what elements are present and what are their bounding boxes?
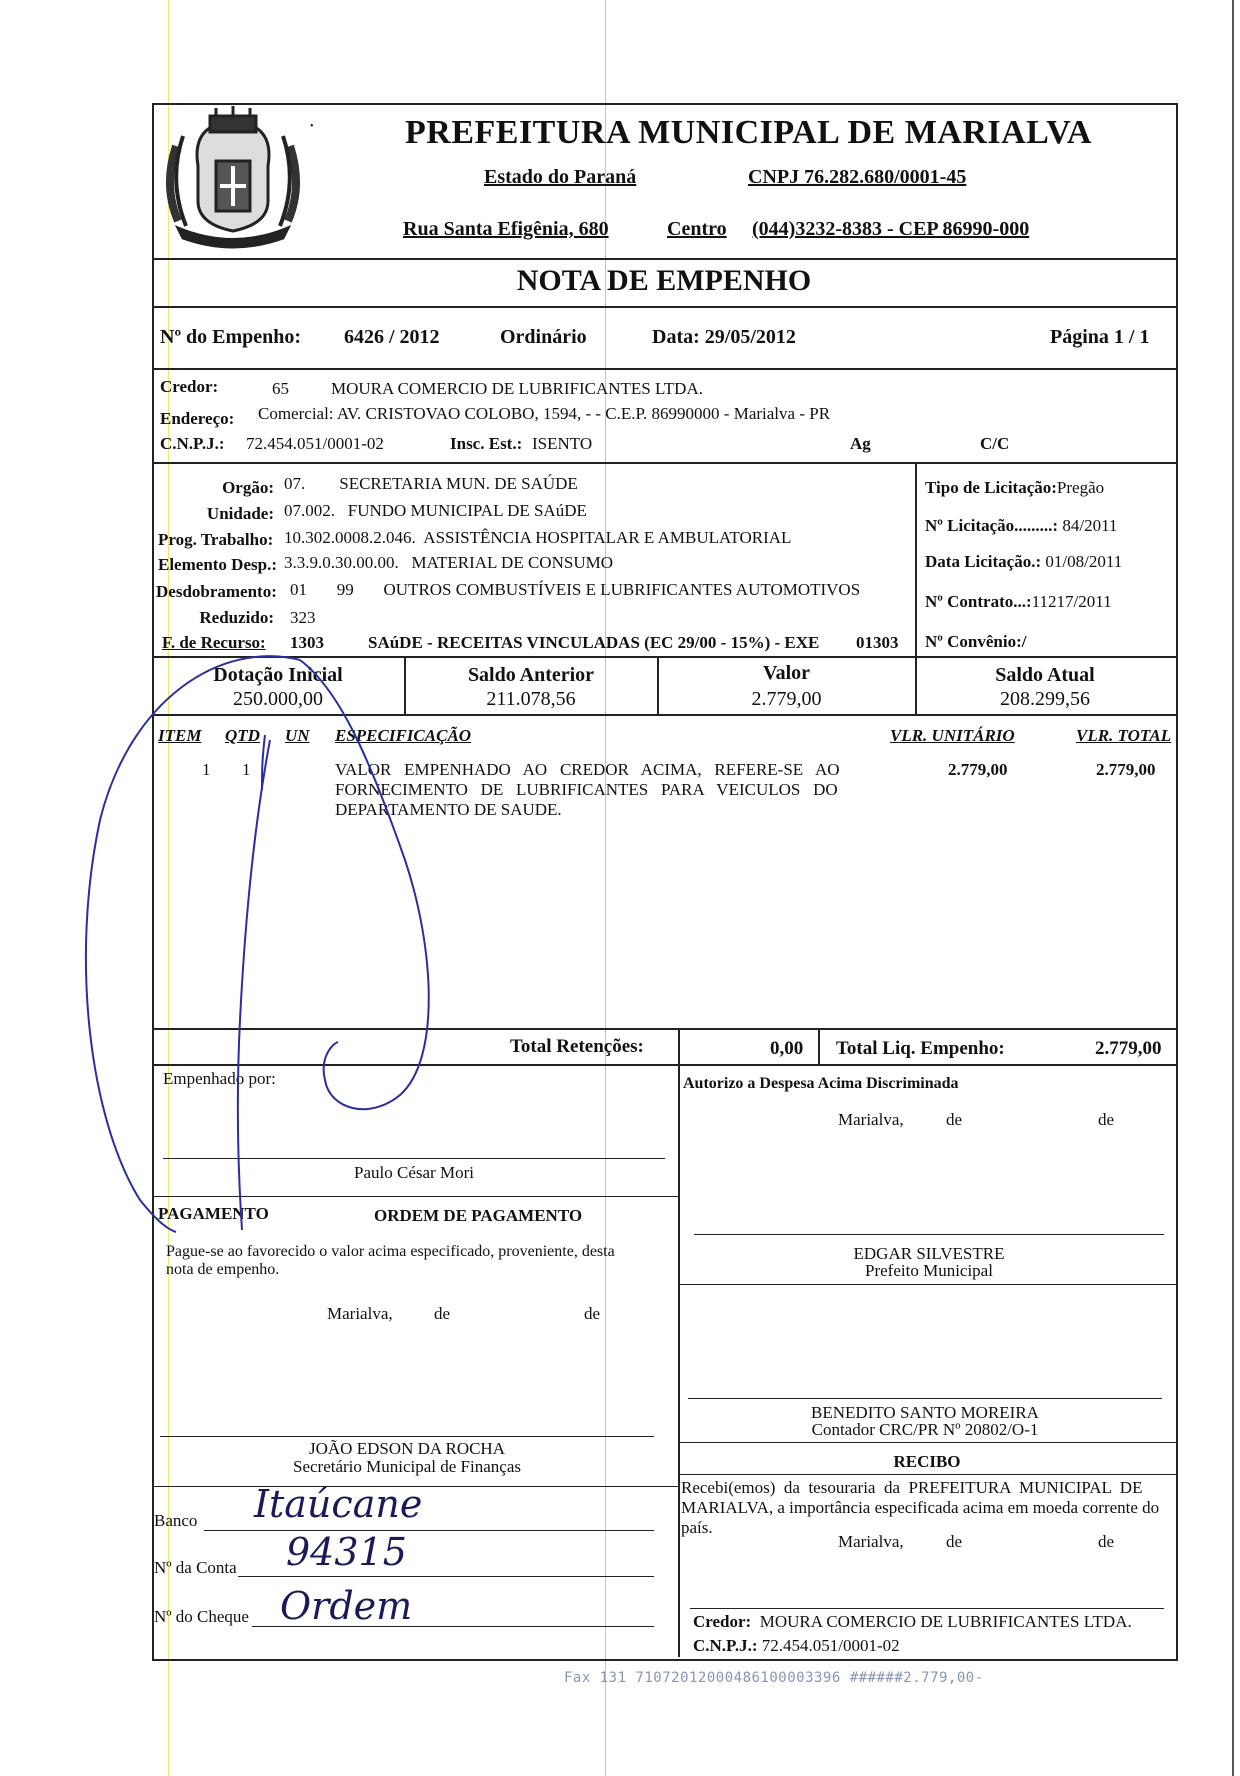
data-licitacao-label: Data Licitação.: — [925, 552, 1042, 571]
insc-label: Insc. Est.: — [450, 434, 523, 453]
credor-cnpj: 72.454.051/0001-02 — [246, 434, 384, 453]
banco-label: Banco — [154, 1511, 198, 1530]
divider — [152, 1196, 678, 1197]
reduzido-value: 323 — [290, 608, 316, 627]
row-spec-line3: DEPARTAMENTO DE SAUDE. — [335, 800, 562, 819]
prefeito-role: Prefeito Municipal — [865, 1261, 993, 1280]
autorizo-label: Autorizo a Despesa Acima Discriminada — [683, 1075, 959, 1092]
tipo-licitacao: Pregão — [1056, 478, 1105, 497]
divider — [152, 462, 1176, 464]
row-qtd: 1 — [242, 760, 251, 779]
row-unit-value: 2.779,00 — [948, 760, 1008, 779]
pagamento-de2: de — [584, 1304, 601, 1323]
desdob-value: 01 99 OUTROS COMBUSTÍVEIS E LUBRIFICANTES AUTOMOTIVOS — [290, 580, 861, 599]
col-item-header: ITEM — [158, 726, 202, 745]
conta-label: Nº da Conta — [154, 1558, 237, 1577]
divider — [818, 1028, 820, 1064]
saldo-atual-value: 208.299,56 — [1000, 688, 1090, 710]
elemento-label: Elemento Desp.: — [158, 555, 277, 574]
empenho-number-label: Nº do Empenho: — [160, 326, 302, 348]
divider — [678, 1474, 1176, 1475]
col-un-header: UN — [285, 726, 310, 745]
valor-value: 2.779,00 — [751, 688, 822, 710]
col-spec-header: ESPECIFICAÇÃO — [335, 726, 472, 745]
pagamento-de1: de — [434, 1304, 451, 1323]
saldo-anterior-value: 211.078,56 — [486, 688, 576, 710]
reduzido-label: Reduzido: — [199, 608, 274, 627]
credor-code: 65 — [272, 379, 289, 398]
num-licitacao: 84/2011 — [1062, 516, 1118, 535]
prog-value: 10.302.0008.2.046. ASSISTÊNCIA HOSPITALAR E AMBULATORIAL — [284, 528, 792, 547]
header-address: Rua Santa Efigênia, 680 — [403, 218, 609, 240]
autorizo-city: Marialva, — [838, 1110, 904, 1129]
insc-value: ISENTO — [532, 434, 593, 453]
banco-handwritten: Itaúcane — [254, 1482, 423, 1526]
header-state: Estado do Paraná — [484, 166, 637, 188]
retencoes-label: Total Retenções: — [510, 1036, 644, 1057]
orgao-value: 07. SECRETARIA MUN. DE SAÚDE — [284, 474, 578, 493]
num-licitacao-label: Nº Licitação.........: — [925, 516, 1059, 535]
divider — [678, 1028, 680, 1064]
divider — [152, 258, 1176, 260]
cheque-label: Nº do Cheque — [154, 1607, 249, 1626]
secretario-role: Secretário Municipal de Finanças — [292, 1457, 521, 1476]
row-item: 1 — [202, 760, 211, 779]
divider — [152, 1064, 1176, 1066]
prog-label: Prog. Trabalho: — [158, 530, 274, 549]
elemento-value: 3.3.9.0.30.00.00. MATERIAL DE CONSUMO — [284, 553, 613, 572]
empenhado-label: Empenhado por: — [163, 1069, 276, 1088]
divider — [678, 1064, 680, 1657]
signature-line — [690, 1608, 1164, 1609]
desdob-label: Desdobramento: — [156, 582, 277, 601]
contrato: 11217/2011 — [1031, 592, 1112, 611]
recurso-desc: SAúDE - RECEITAS VINCULADAS (EC 29/00 - 15%) - EXE — [368, 633, 820, 652]
tipo-licitacao-label: Tipo de Licitação: — [925, 478, 1057, 497]
credor-name: MOURA COMERCIO DE LUBRIFICANTES LTDA. — [331, 379, 703, 398]
saldo-atual-label: Saldo Atual — [995, 664, 1095, 686]
contador-name: BENEDITO SANTO MOREIRA — [811, 1403, 1039, 1422]
divider — [152, 656, 1176, 658]
recibo-cnpj-label: C.N.P.J.: — [693, 1636, 758, 1655]
dotacao-label: Dotação Inicial — [213, 664, 343, 686]
footer-print-code: Fax 131 71072012000486100003396 ######2.779,00- — [564, 1670, 984, 1686]
empenho-page: Página 1 / 1 — [1050, 326, 1150, 348]
pagamento-label: PAGAMENTO — [158, 1204, 269, 1223]
conta-line — [238, 1576, 654, 1577]
valor-label: Valor — [762, 662, 811, 684]
autorizo-de1: de — [946, 1110, 963, 1129]
credor-address: Comercial: AV. CRISTOVAO COLOBO, 1594, - - C.E.P. 86990000 - Marialva - PR — [258, 404, 831, 423]
retencoes-value: 0,00 — [770, 1038, 804, 1059]
conta-handwritten: 94315 — [286, 1530, 407, 1574]
pagamento-city: Marialva, — [327, 1304, 393, 1323]
saldo-anterior-label: Saldo Anterior — [467, 664, 595, 686]
empenho-number: 6426 / 2012 — [344, 326, 440, 348]
recibo-credor-label: Credor: — [693, 1612, 752, 1631]
col-total-header: VLR. TOTAL — [1076, 726, 1172, 745]
secretario-name: JOÃO EDSON DA ROCHA — [309, 1439, 505, 1458]
pagamento-text-line1: Pague-se ao favorecido o valor acima especificado, proveniente, desta — [166, 1243, 615, 1260]
row-total-value: 2.779,00 — [1096, 760, 1156, 779]
recibo-text-line1: Recebi(emos) da tesouraria da PREFEITURA MUNICIPAL DE — [681, 1478, 1143, 1497]
credor-label: Credor: — [160, 377, 219, 396]
header-phone-cep: (044)3232-8383 - CEP 86990-000 — [752, 218, 1030, 240]
row-spec-line2: FORNECIMENTO DE LUBRIFICANTES PARA VEICULOS DO — [335, 780, 838, 799]
signature-line — [688, 1398, 1162, 1399]
signature-line — [694, 1234, 1164, 1235]
signature-line — [160, 1436, 654, 1437]
cheque-handwritten: Ordem — [280, 1584, 413, 1628]
header-district: Centro — [667, 218, 727, 240]
divider — [678, 1284, 1176, 1285]
recurso-num: 01303 — [856, 633, 899, 652]
municipal-crest-icon — [158, 106, 308, 254]
divider — [915, 462, 917, 656]
doc-title: NOTA DE EMPENHO — [516, 264, 812, 297]
prefeito-name: EDGAR SILVESTRE — [853, 1244, 1005, 1263]
unidade-label: Unidade: — [206, 504, 274, 523]
recibo-title: RECIBO — [893, 1452, 961, 1471]
address-label: Endereço: — [160, 409, 235, 428]
contador-role: Contador CRC/PR Nº 20802/O-1 — [811, 1420, 1039, 1439]
cc-label: C/C — [980, 434, 1010, 453]
header-dot: • — [310, 121, 314, 132]
ordem-pagamento-title: ORDEM DE PAGAMENTO — [374, 1206, 583, 1225]
col-qtd-header: QTD — [225, 726, 260, 745]
header-cnpj: CNPJ 76.282.680/0001-45 — [748, 166, 967, 188]
row-spec-line1: VALOR EMPENHADO AO CREDOR ACIMA, REFERE-SE AO — [335, 760, 840, 779]
banco-line — [204, 1530, 654, 1531]
cnpj-label: C.N.P.J.: — [160, 434, 225, 453]
empenhado-name: Paulo César Mori — [354, 1163, 474, 1182]
total-liq-label: Total Liq. Empenho: — [836, 1038, 1005, 1059]
unidade-value: 07.002. FUNDO MUNICIPAL DE SAúDE — [284, 501, 587, 520]
pagamento-text-line2: nota de empenho. — [166, 1261, 280, 1278]
recibo-text-line2: MARIALVA, a importância especificada acima em moeda corrente do — [681, 1498, 1160, 1517]
divider — [152, 1028, 1176, 1030]
total-liq-value: 2.779,00 — [1095, 1038, 1162, 1059]
contrato-label: Nº Contrato...: — [925, 592, 1032, 611]
recibo-credor: MOURA COMERCIO DE LUBRIFICANTES LTDA. — [759, 1612, 1132, 1631]
autorizo-de2: de — [1098, 1110, 1115, 1129]
ag-label: Ag — [850, 434, 871, 453]
recibo-city: Marialva, — [838, 1532, 904, 1551]
scan-edge — [1232, 0, 1234, 1776]
recibo-cnpj: 72.454.051/0001-02 — [761, 1636, 900, 1655]
dotacao-value: 250.000,00 — [233, 688, 323, 710]
recibo-de1: de — [946, 1532, 963, 1551]
divider — [152, 306, 1176, 308]
orgao-label: Orgão: — [222, 478, 274, 497]
data-licitacao: 01/08/2011 — [1045, 552, 1123, 571]
recibo-de2: de — [1098, 1532, 1115, 1551]
divider — [678, 1442, 1176, 1443]
empenho-type: Ordinário — [500, 326, 587, 348]
convenio-label: Nº Convênio:/ — [925, 632, 1027, 651]
recurso-label: F. de Recurso: — [162, 633, 266, 652]
header-title: PREFEITURA MUNICIPAL DE MARIALVA — [405, 114, 1092, 151]
recurso-code: 1303 — [290, 633, 324, 652]
signature-line — [163, 1158, 665, 1159]
recibo-text-line3: país. — [681, 1518, 713, 1537]
empenho-date: Data: 29/05/2012 — [652, 326, 796, 348]
divider — [152, 714, 1176, 716]
col-unit-header: VLR. UNITÁRIO — [890, 726, 1015, 745]
divider — [152, 368, 1176, 370]
